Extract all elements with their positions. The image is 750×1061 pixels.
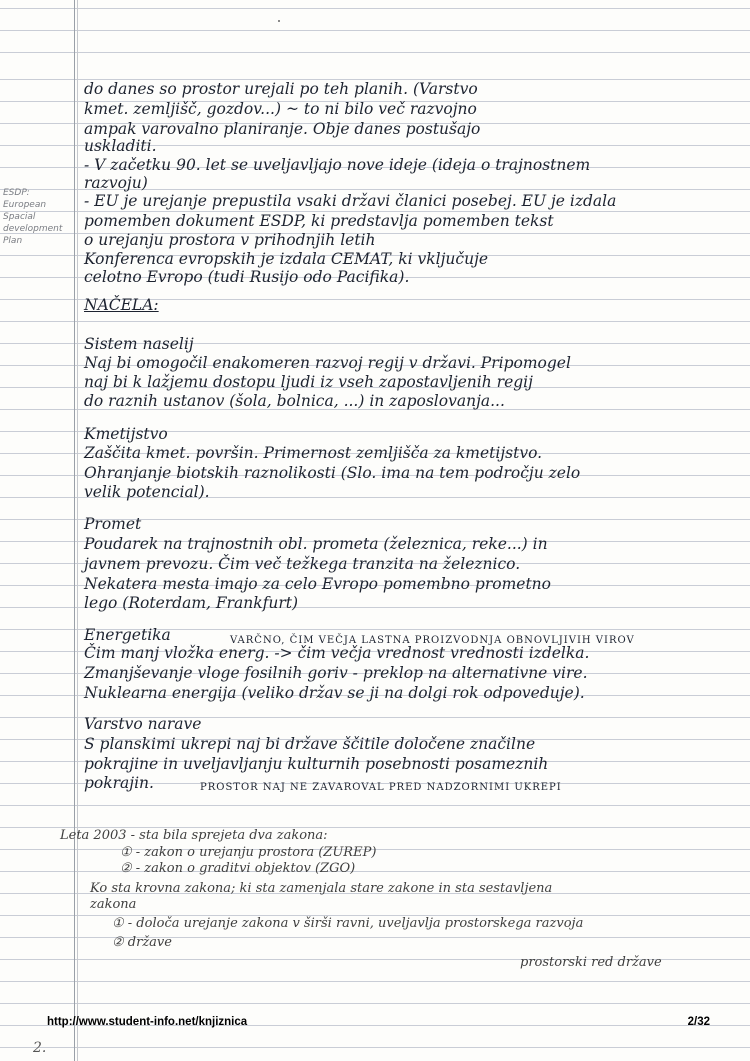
note-line: velik potencial). (84, 483, 210, 501)
note-line: pokrajin. (84, 774, 154, 792)
note-line: celotno Evropo (tudi Rusijo odo Pacifika). (84, 268, 410, 286)
subheading: Varstvo narave (84, 715, 202, 733)
margin-note: ESDP: European Spacial development Plan (3, 188, 63, 246)
note-line: Zaščita kmet. površin. Primernost zemljišča za kmetijstvo. (84, 444, 543, 462)
note-line: Poudarek na trajnostnih obl. prometa (železnica, reke...) in (84, 535, 548, 553)
note-line: o urejanju prostora v prihodnjih letih (84, 231, 376, 249)
pencil-line: ② države (112, 935, 172, 950)
note-line: pomemben dokument ESDP, ki predstavlja pomemben tekst (84, 212, 554, 230)
margin-line-inner (77, 0, 78, 1061)
pencil-line: Ko sta krovna zakona; ki sta zamenjala stare zakone in sta sestavljena (90, 881, 553, 896)
note-line: razvoju) (84, 174, 148, 192)
note-line: - V začetku 90. let se uveljavljajo nove ideje (ideja o trajnostnem (84, 156, 591, 174)
note-line: do danes so prostor urejali po teh planih. (Varstvo (84, 80, 478, 98)
note-line: kmet. zemljišč, gozdov...) ~ to ni bilo več razvojno (84, 100, 477, 118)
subheading: Energetika (84, 626, 171, 644)
ink-dot (278, 20, 280, 22)
subheading: Sistem naselij (84, 335, 194, 353)
section-heading: NAČELA: (84, 296, 159, 314)
pencil-line: Leta 2003 - sta bila sprejeta dva zakona: (60, 828, 328, 843)
subheading: Kmetijstvo (84, 425, 168, 443)
note-line: Zmanjševanje vloge fosilnih goriv - preklop na alternativne vire. (84, 664, 588, 682)
note-line: pokrajine in uveljavljanju kulturnih posebnosti posameznih (84, 755, 549, 773)
note-line: Ohranjanje biotskih raznolikosti (Slo. ima na tem področju zelo (84, 464, 581, 482)
small-note: PROSTOR NAJ NE ZAVAROVAL PRED NADZORNIMI UKREPI (200, 782, 562, 793)
pencil-line: ① - določa urejanje zakona v širši ravni, uveljavlja prostorskega razvoja (112, 916, 584, 931)
margin-line (74, 0, 75, 1061)
pencil-line: ① - zakon o urejanju prostora (ZUREP) (120, 845, 377, 860)
pencil-line: zakona (90, 897, 137, 912)
footer-url[interactable]: http://www.student-info.net/knjiznica (47, 1016, 248, 1028)
note-line: ampak varovalno planiranje. Obje danes postušajo (84, 120, 481, 138)
note-line: - EU je urejanje prepustila vsaki državi članici posebej. EU je izdala (84, 192, 617, 210)
note-line: Čim manj vložka energ. -> čim večja vrednost vrednosti izdelka. (84, 644, 590, 662)
note-line: Konferenca evropskih je izdala CEMAT, ki vključuje (84, 250, 489, 268)
pencil-line: prostorski red države (520, 955, 662, 970)
note-line: lego (Roterdam, Frankfurt) (84, 594, 299, 612)
corner-mark: 2. (33, 1040, 47, 1056)
note-line: javnem prevozu. Čim več težkega tranzita na železnico. (84, 555, 521, 573)
note-line: Naj bi omogočil enakomeren razvoj regij v državi. Pripomogel (84, 354, 571, 372)
page-number: 2/32 (687, 1016, 710, 1028)
note-line: Nuklearna energija (veliko držav se ji na dolgi rok odpoveduje). (84, 684, 585, 702)
subheading: Promet (84, 515, 142, 533)
note-line: uskladiti. (84, 137, 157, 155)
note-line: S planskimi ukrepi naj bi države ščitile določene značilne (84, 735, 536, 753)
pencil-line: ② - zakon o graditvi objektov (ZGO) (120, 861, 356, 876)
small-note: VARČNO, ČIM VEČJA LASTNA PROIZVODNJA OBNOVLJIVIH VIROV (230, 635, 635, 646)
note-line: do raznih ustanov (šola, bolnica, ...) in zaposlovanja... (84, 392, 505, 410)
note-line: naj bi k lažjemu dostopu ljudi iz vseh zapostavljenih regij (84, 373, 533, 391)
note-line: Nekatera mesta imajo za celo Evropo pomembno prometno (84, 575, 551, 593)
